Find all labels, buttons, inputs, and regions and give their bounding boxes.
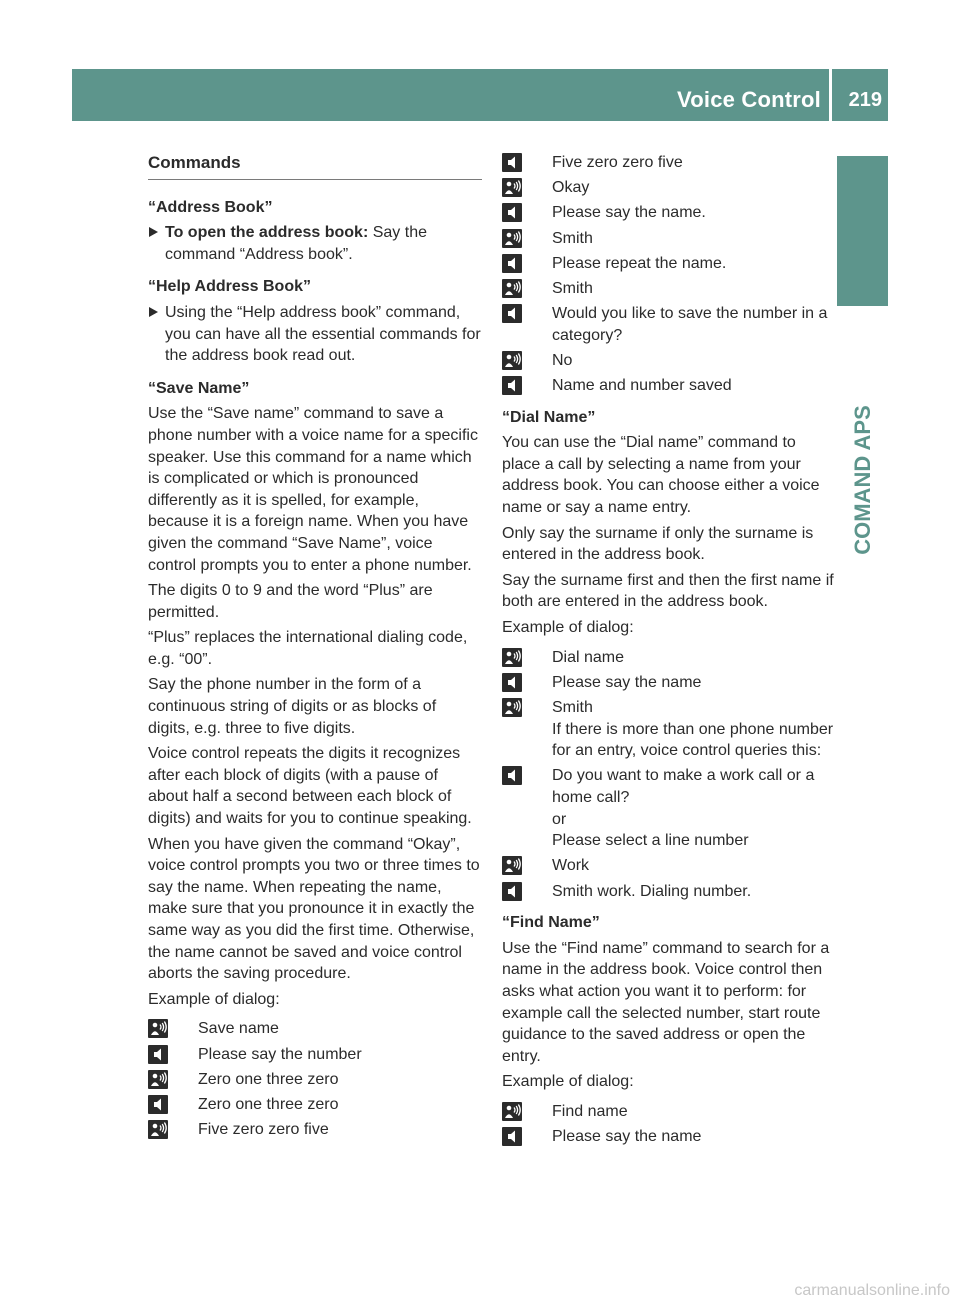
page-header-bar [72,69,888,121]
dialog-text: Zero one three zero [198,1070,339,1088]
person-speaking-icon [148,1019,168,1038]
subheading-save-name: “Save Name” [148,379,250,397]
body-paragraph: Voice control repeats the digits it recognizes after each block of digits (with a pause of about half a second between each block of digits) and waits for you to continue speaking. [148,745,472,828]
person-speaking-icon [502,698,522,717]
dialog-line [502,177,836,199]
dialog-line [502,881,836,903]
dialog-line [502,1101,836,1123]
dialog-line [148,1069,482,1091]
save-name-body [148,403,482,1010]
body-paragraph: Say the surname first and then the first name if both are entered in the address book. [502,571,834,611]
person-speaking-icon [502,351,522,370]
dialog-line [148,1094,482,1116]
person-speaking-icon [502,1102,522,1121]
dialog-text: Smith [552,699,593,716]
loudspeaker-icon [502,766,522,785]
dialog-text: Five zero zero five [552,154,683,171]
chapter-title: Voice Control [677,87,821,112]
watermark: carmanualsonline.info [794,1282,950,1299]
loudspeaker-icon [502,376,522,395]
dialog-text: Please select a line number [552,832,749,850]
person-speaking-icon [148,1120,168,1139]
dialog-text: Please repeat the name. [552,254,727,272]
subheading-dial-name: “Dial Name” [502,408,596,426]
loudspeaker-icon [502,153,522,172]
dialog-text: Work [552,857,590,875]
dialog-line [502,647,836,669]
loudspeaker-icon [502,1127,522,1146]
body-paragraph: Use the “Save name” command to save a phone number with a voice name for a specific speaker. Use this command for a name which is complicated or which is pronounced differently as it is spelled, for example, because it is a foreign name. When you have given the command “Save Name”, voice control prompts you to enter a phone number. [148,405,478,574]
person-speaking-icon [502,648,522,667]
body-paragraph: Use the “Find name” command to search for a name in the address book. Voice control then asks what action you want it to perform: for example call the selected number, start route guidance to the saved address or open the entry. [502,939,830,1065]
body-paragraph: Example of dialog: [502,619,634,637]
dialog-text: Five zero zero five [198,1121,329,1139]
right-column [502,152,836,1158]
dial-name-body [502,432,836,638]
dialog-text: Save name [198,1020,279,1038]
dialog-line [502,350,836,372]
dialog-line [148,1044,482,1066]
dialog-example [502,647,836,903]
dialog-example-continued [502,152,836,397]
person-speaking-icon [502,229,522,248]
dialog-line [502,152,836,174]
person-speaking-icon [502,856,522,875]
body-paragraph: Say the phone number in the form of a continuous string of digits or as blocks of digits, e.g. three to five digits. [148,676,437,737]
arrow-bullet-icon [149,307,158,317]
person-speaking-icon [148,1070,168,1089]
dialog-line [502,202,836,224]
dialog-text: or [552,810,567,828]
dialog-line [502,228,836,250]
dialog-line [502,278,836,300]
body-paragraph: Example of dialog: [148,990,280,1008]
dialog-line [502,697,836,762]
body-paragraph: Example of dialog: [502,1073,634,1091]
dialog-text: Please say the name [552,1128,702,1146]
loudspeaker-icon [502,882,522,901]
dialog-text: Do you want to make a work call or a home call? [552,767,815,806]
subheading-address-book: “Address Book” [148,198,273,216]
left-column [148,152,482,1151]
dialog-line [502,1126,836,1148]
dialog-text: Please say the name [552,673,702,691]
dialog-text: Please say the number [198,1045,362,1063]
side-thumb-tab [837,156,888,306]
body-paragraph: When you have given the command “Okay”, voice control prompts you two or three times to say the name. When repeating the name, make sure that you pronounce it in exactly the same way as you did the first time. Otherwise, the name cannot be saved and voice control aborts the saving procedure. [148,835,480,983]
body-paragraph: You can use the “Dial name” command to place a call by selecting a name from your address book. You can choose either a voice name or say a name entry. [502,434,820,517]
section-heading: Commands [148,152,482,180]
dialog-text: Zero one three zero [198,1095,339,1113]
dialog-text: If there is more than one phone number for an entry, voice control queries this: [552,720,834,760]
person-speaking-icon [502,178,522,197]
dialog-line [148,1018,482,1040]
loudspeaker-icon [148,1045,168,1064]
dialog-text: Smith work. Dialing number. [552,882,752,900]
arrow-bullet-icon [149,227,158,237]
dialog-line [502,375,836,397]
instruction-step: To open the address book: Say the command “Address book”. [148,222,482,265]
dialog-text: Okay [552,179,590,197]
dialog-text: Find name [552,1102,628,1120]
side-section-label-text: COMAND APS [849,405,875,555]
find-name-body [502,938,836,1093]
dialog-text: No [552,351,573,369]
dialog-line [502,765,836,851]
loudspeaker-icon [148,1095,168,1114]
dialog-text: Please say the name. [552,204,706,222]
header-separator [829,69,832,121]
dialog-text: Smith [552,279,593,297]
dialog-line [502,672,836,694]
person-speaking-icon [502,279,522,298]
dialog-example [148,1018,482,1140]
subheading-help-address-book: “Help Address Book” [148,278,311,296]
loudspeaker-icon [502,304,522,323]
dialog-text: Dial name [552,648,625,666]
loudspeaker-icon [502,673,522,692]
body-paragraph: “Plus” replaces the international dialing code, e.g. “00”. [148,629,468,668]
dialog-line [502,855,836,877]
dialog-text: Smith [552,229,593,247]
dialog-line [502,303,836,346]
page-number: 219 [848,89,882,111]
body-paragraph: The digits 0 to 9 and the word “Plus” are permitted. [148,582,433,621]
dialog-text: Would you like to save the number in a category? [552,305,828,344]
body-paragraph: Only say the surname if only the surname is entered in the address book. [502,524,814,564]
dialog-example [502,1101,836,1148]
instruction-step: Using the “Help address book” command, you can have all the essential commands for the address book read out. [148,302,482,367]
loudspeaker-icon [502,254,522,273]
dialog-text: Name and number saved [552,377,732,395]
loudspeaker-icon [502,203,522,222]
dialog-line [502,253,836,275]
dialog-line [148,1119,482,1141]
subheading-find-name: “Find Name” [502,914,600,932]
